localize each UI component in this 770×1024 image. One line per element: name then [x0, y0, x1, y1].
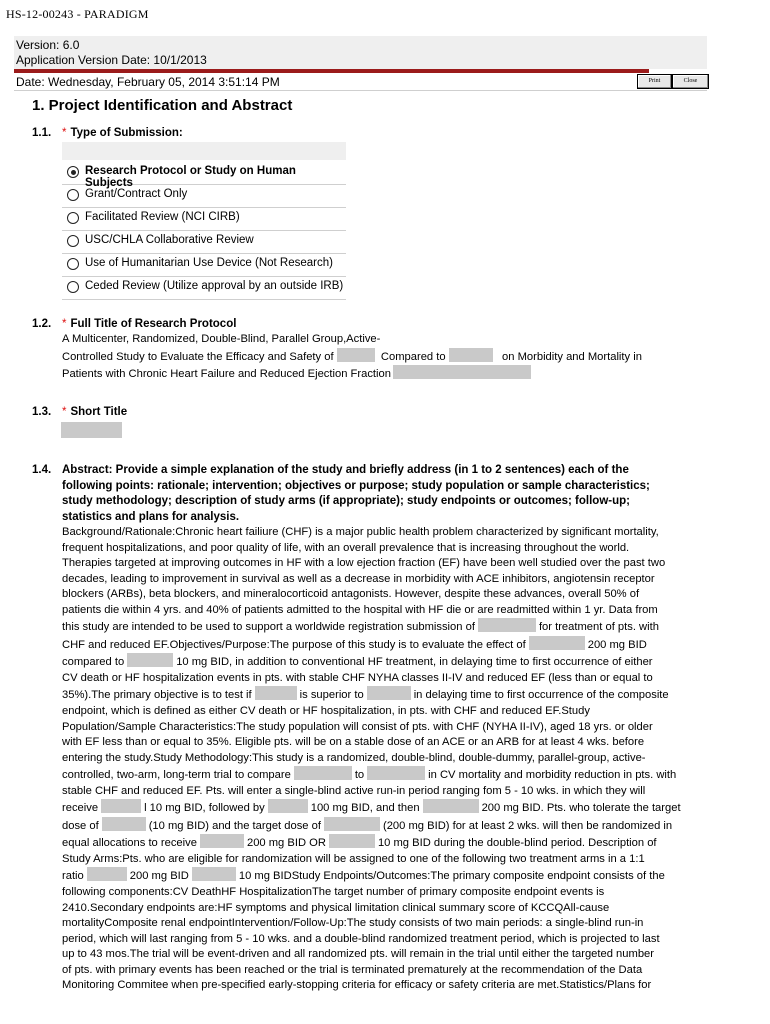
submission-type-radio-group — [62, 162, 346, 300]
redaction-block — [101, 799, 141, 813]
abstract-line — [62, 653, 702, 671]
abstract-text-segment: endpoint, which is defined as either CV death or HF hospitalization, in pts. with CHF and reduced EF.Study — [62, 705, 590, 718]
print-button[interactable]: Print — [637, 74, 672, 89]
radio-option-label: Grant/Contract Only — [85, 188, 188, 200]
abstract-text-segment: 10 mg BID during the double-blind period. Description of — [377, 837, 657, 850]
abstract-text-segment: 200 mg BID — [587, 638, 647, 651]
abstract-text-segment: in CV mortality and morbidity reduction in pts. with — [428, 769, 677, 782]
abstract-line — [62, 671, 702, 687]
abstract-line — [62, 885, 702, 901]
abstract-line — [62, 834, 702, 852]
redaction-block — [255, 686, 297, 700]
abstract-question: Abstract: Provide a simple explanation of the study and briefly address (in 1 to 2 sentences) each of the following points: rationale; intervention; objectives or purpose; study population or sample characteristics; study methodology; description of study arms (if appropriate); study endpoints or outcomes; follow-up; statistics and plans for analysis. — [62, 464, 650, 523]
abstract-text-segment: stable CHF and reduced EF. Pts. will enter a single-blind active run-in period ranging fom 5 - 10 wks. in which they will — [62, 784, 646, 797]
abstract-text-segment: mortalityComposite renal endpointIntervention/Follow-Up:The study consists of two main periods: a single-blind run-in — [62, 917, 644, 930]
radio-option[interactable] — [62, 185, 346, 208]
question-number-1-1: 1.1. — [32, 127, 52, 139]
abstract-text-segment: l 10 mg BID, followed by — [144, 802, 265, 815]
abstract-text-segment: period, which will last ranging from 5 - 10 wks. and a double-blind randomized treatment period, which is projected to last — [62, 932, 660, 945]
abstract-text-segment: 200 mg BID OR — [246, 837, 326, 850]
redaction-block — [393, 365, 531, 379]
question-number-1-2: 1.2. — [32, 318, 52, 330]
required-asterisk: * — [62, 318, 67, 330]
radio-option[interactable] — [62, 231, 346, 254]
abstract-text-segment: 200 mg BID. Pts. who tolerate the target — [481, 802, 681, 815]
full-title-line: Controlled Study to Evaluate the Efficacy and Safety of Compared to on Morbidity and Mortality in — [62, 348, 702, 366]
abstract-text-segment: of pts. with primary events has been reached or the trial is terminated prematurely at the recommendation of the Data — [62, 963, 643, 976]
abstract-line — [62, 704, 702, 720]
abstract-text-segment: up to 43 mos.The trial will be event-driven and all randomized pts. will remain in the trial until either the targeted number — [62, 948, 654, 961]
abstract-text-segment: in delaying time to first occurrence of the composite — [413, 689, 669, 702]
abstract-line — [62, 603, 702, 619]
app-version-date: Application Version Date: 10/1/2013 — [16, 53, 207, 67]
radio-unchecked-icon[interactable] — [67, 281, 79, 293]
radio-option[interactable] — [62, 162, 346, 189]
abstract-line — [62, 541, 702, 557]
radio-option-label: Facilitated Review (NCI CIRB) — [85, 211, 240, 223]
redaction-block — [423, 799, 479, 813]
radio-option[interactable] — [62, 254, 346, 277]
abstract-text-segment: frequent hospitalizations, and poor quality of life, with an overall prevalence that is increasing throughout the world. — [62, 541, 630, 554]
radio-option[interactable] — [62, 277, 346, 300]
full-title-value — [62, 332, 702, 383]
close-button[interactable]: Close — [672, 74, 709, 89]
question-title-1-1: * Type of Submission: — [62, 127, 183, 139]
abstract-line — [62, 947, 702, 963]
abstract-text-segment: Background/Rationale:Chronic heart failiure (CHF) is a major public health problem characterized by significant mortality, — [62, 526, 659, 538]
redaction-block — [367, 686, 411, 700]
abstract-text-segment: this study are intended to be used to support a worldwide registration submission of — [62, 621, 475, 634]
redaction-block — [324, 817, 380, 831]
question-number-1-3: 1.3. — [32, 406, 52, 418]
radio-option-label: Use of Humanitarian Use Device (Not Research) — [85, 257, 333, 269]
abstract-text-segment: with EF less than or equal to 35%. Eligible pts. will be on a stable dose of an ACE or an ARB for at least 4 wks. before — [62, 736, 645, 749]
abstract-line — [62, 720, 702, 736]
redaction-block — [127, 653, 173, 667]
abstract-text-segment: 200 mg BID — [129, 870, 189, 883]
redaction-block — [102, 817, 146, 831]
abstract-line — [62, 817, 702, 835]
radio-checked-icon[interactable] — [67, 166, 79, 178]
abstract-text-segment: blockers (ARBs), beta blockers, and mineralocorticoid antagonists. However, despite these advances, overall 50% of — [62, 588, 640, 601]
abstract-text-segment: is superior to — [299, 689, 364, 702]
abstract-line — [62, 525, 702, 541]
abstract-text-segment: Study Arms:Pts. who are eligible for randomization will be assigned to one of the following two treatment arms in a 1:1 — [62, 852, 645, 865]
redaction-block — [367, 766, 425, 780]
print-date: Date: Wednesday, February 05, 2014 3:51:14 PM — [16, 75, 280, 89]
redaction-block — [268, 799, 308, 813]
full-title-line: A Multicenter, Randomized, Double-Blind, Parallel Group,Active- — [62, 333, 381, 345]
abstract-line — [62, 852, 702, 868]
redaction-block — [294, 766, 352, 780]
abstract-line — [62, 978, 702, 994]
radio-unchecked-icon[interactable] — [67, 212, 79, 224]
abstract-line — [62, 751, 702, 767]
redaction-block — [449, 348, 493, 362]
abstract-text-segment: 2410.Secondary endpoints are:HF symptoms and physical limitation clinical summary score of KCCQAll-cause — [62, 901, 610, 914]
abstract-text-segment: Therapies targeted at improving outcomes in HF with a low ejection fraction (EF) have been well studied over the past two — [62, 557, 666, 570]
date-row — [14, 74, 707, 91]
abstract-line — [62, 556, 702, 572]
abstract-line — [62, 784, 702, 800]
question-title-1-3: * Short Title — [62, 406, 128, 418]
abstract-text-segment: (200 mg BID) for at least 2 wks. will then be randomized in — [382, 819, 673, 832]
abstract-text-segment: for treatment of pts. with — [538, 621, 659, 634]
abstract-text — [62, 525, 702, 994]
abstract-text-segment: dose of — [62, 819, 99, 832]
abstract-line — [62, 799, 702, 817]
radio-unchecked-icon[interactable] — [67, 258, 79, 270]
abstract-line — [62, 686, 702, 704]
question-title-1-2: * Full Title of Research Protocol — [62, 318, 237, 330]
required-asterisk: * — [62, 406, 67, 418]
abstract-text-segment: Population/Sample Characteristics:The study population will consist of pts. with CHF (NYHA II-IV), aged 18 yrs. or older — [62, 720, 653, 733]
redaction-block — [192, 867, 236, 881]
abstract-text-segment: Monitoring Commitee when pre-specified early-stopping criteria for efficacy or safety criteria are met.Statistics/Plans for — [62, 979, 652, 992]
radio-unchecked-icon[interactable] — [67, 189, 79, 201]
abstract-text-segment: decades, leading to improvement in survival as well as a decrease in morbidity with ACE inhibitors, angiotensin receptor — [62, 572, 655, 585]
abstract-text-segment: ratio — [62, 870, 84, 883]
question-number-1-4: 1.4. — [32, 464, 52, 476]
abstract-line — [62, 766, 702, 784]
abstract-text-segment: to — [354, 769, 365, 782]
radio-group-header — [62, 142, 346, 160]
abstract-line — [62, 735, 702, 751]
abstract-line — [62, 901, 702, 917]
abstract-text-segment: patients die within 4 yrs. and 40% of patients admitted to the hospital with HF die or are readmitted within 1 yr. Data from — [62, 603, 658, 616]
abstract-text-segment: 10 mg BIDStudy Endpoints/Outcomes:The primary composite endpoint consists of the — [238, 870, 665, 883]
abstract-text-segment: 10 mg BID, in addition to conventional HF treatment, in delaying time to first occurrence of either — [176, 656, 653, 669]
redaction-block — [337, 348, 375, 362]
full-title-line: Patients with Chronic Heart Failure and Reduced Ejection Fraction — [62, 365, 702, 383]
abstract-text-segment: compared to — [62, 656, 125, 669]
redaction-block — [329, 834, 375, 848]
abstract-text-segment: 35%).The primary objective is to test if — [62, 689, 252, 702]
redaction-block — [87, 867, 127, 881]
redaction-block — [478, 618, 536, 632]
abstract-text-segment: controlled, two-arm, long-term trial to compare — [62, 769, 291, 782]
abstract-text-segment: 100 mg BID, and then — [310, 802, 420, 815]
required-asterisk: * — [62, 127, 67, 139]
abstract-line — [62, 932, 702, 948]
section-title: 1. Project Identification and Abstract — [32, 97, 293, 114]
abstract-text-segment: CV death or HF hospitalization events in pts. with stable CHF NYHA classes II-IV and reduced EF (less than or equal to — [62, 671, 653, 684]
abstract-line — [62, 636, 702, 654]
radio-option-label: Ceded Review (Utilize approval by an outside IRB) — [85, 280, 344, 292]
abstract-text-segment: equal allocations to receive — [62, 837, 197, 850]
redaction-block — [200, 834, 244, 848]
abstract-line — [62, 587, 702, 603]
abstract-text-segment: following components:CV DeathHF HospitalizationThe target number of primary composite endpoint events is — [62, 886, 605, 899]
abstract-line — [62, 963, 702, 979]
short-title-redaction — [61, 422, 122, 438]
abstract-line — [62, 867, 702, 885]
radio-unchecked-icon[interactable] — [67, 235, 79, 247]
abstract-text-segment: CHF and reduced EF.Objectives/Purpose:The purpose of this study is to evaluate the effect of — [62, 638, 526, 651]
abstract-text-segment: (10 mg BID) and the target dose of — [148, 819, 321, 832]
redaction-block — [529, 636, 585, 650]
abstract-line — [62, 618, 702, 636]
version-label: Version: 6.0 — [16, 38, 80, 52]
abstract-line — [62, 916, 702, 932]
document-header: HS-12-00243 - PARADIGM — [6, 7, 149, 21]
abstract-line — [62, 572, 702, 588]
abstract-text-segment: entering the study.Study Methodology:This study is a randomized, double-blind, double-dummy, parallel-group, active- — [62, 751, 646, 764]
version-info-box — [14, 36, 707, 69]
radio-option[interactable] — [62, 208, 346, 231]
abstract-text-segment: receive — [62, 802, 99, 815]
radio-option-label: Research Protocol or Study on Human Subjects — [85, 165, 296, 189]
radio-option-label: USC/CHLA Collaborative Review — [85, 234, 254, 246]
header-divider-bar — [14, 69, 649, 73]
